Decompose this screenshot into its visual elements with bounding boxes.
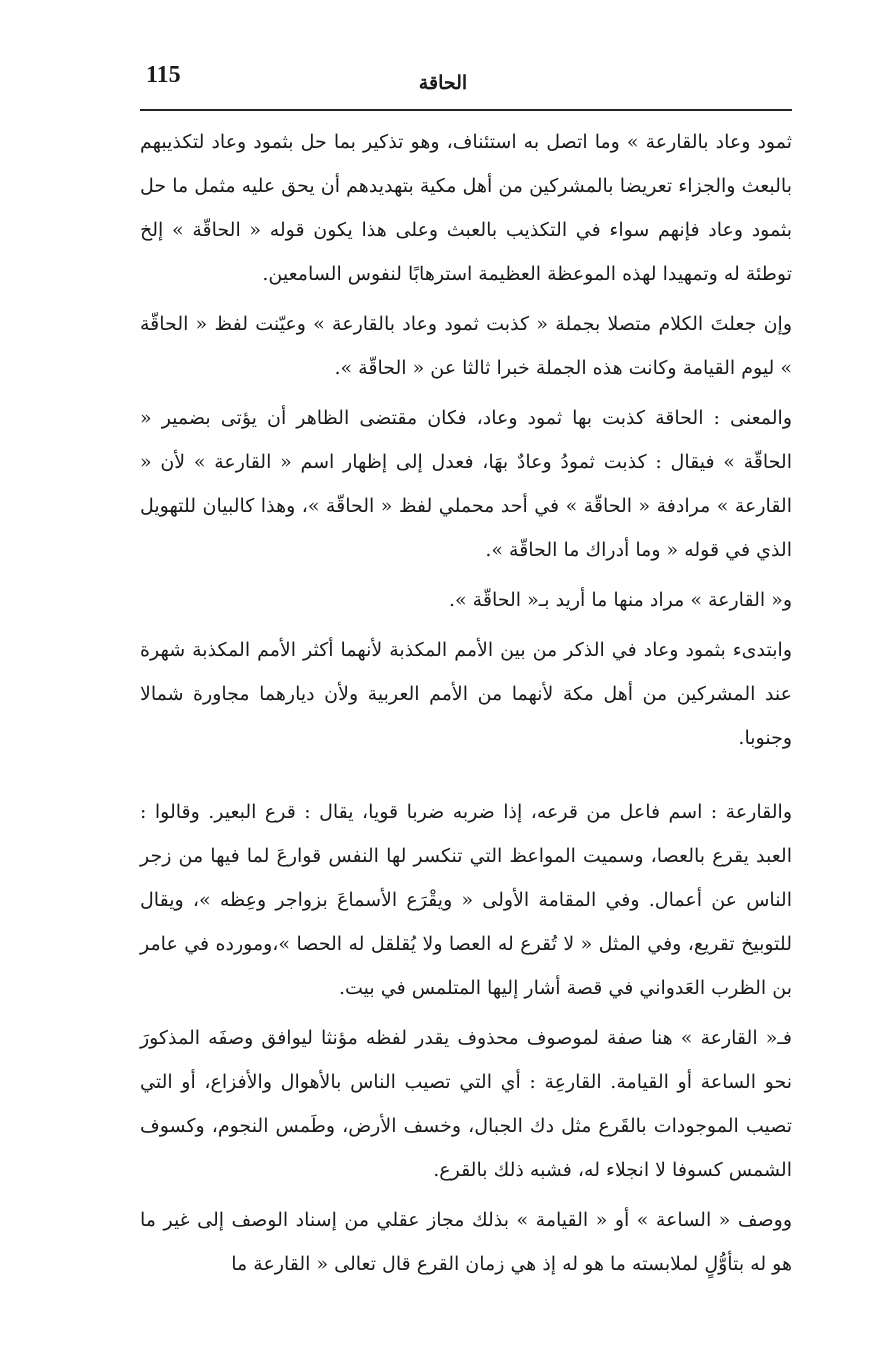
paragraph: ثمود وعاد بالقارعة » وما اتصل به استئناف، وهو تذكير بما حل بثمود وعاد لتكذيبهم بالبعث والجزاء تعريضا بالمشركين من أهل مكية بتهديدهم أن يحق عليه مثمل ما حل بثمود وعاد فإنهم سواء في التكذيب بالعبث وعلى هذا يكون قوله « الحاقّة » إلخ توطئة له وتمهيدا لهذه الموعظة العظيمة استرهابًا لنفوس السامعين. (140, 131, 792, 285)
header-rule (140, 109, 792, 111)
paragraph: فـ« القارعة » هنا صفة لموصوف محذوف يقدر لفظه مؤنثا ليوافق وصفَه المذكورَ نحو الساعة أو القيامة. القارعِة : أي التي تصيب الناس بالأهوال والأفزاع، أو التي تصيب الموجودات بالقَرع مثل دك الجبال، وخسف الأرض، وطَمس النجوم، وكسوف الشمس كسوفا لا انجلاء له، فشبه ذلك بالقرع. (140, 1027, 792, 1181)
paragraph: و« القارعة » مراد منها ما أريد بـ« الحاقّة ». (448, 589, 792, 611)
paragraph: ووصف « الساعة » أو « القيامة » بذلك مجاز عقلي من إسناد الوصف إلى غير ما هو له بتأوُّلٍ لملابسته ما هو له إذ هي زمان القرع قال تعالى « القارعة ما (140, 1209, 792, 1275)
paragraph: وإن جعلتَ الكلام متصلا بجملة « كذبت ثمود وعاد بالقارعة » وعيّنت لفظ « الحاقّة » ليوم القيامة وكانت هذه الجملة خبرا ثالثا عن « الحاقّة ». (140, 313, 792, 379)
paragraph: وابتدىء بثمود وعاد في الذكر من بين الأمم المكذبة لأنهما أكثر الأمم المكذبة شهرة عند المشركين من أهل مكة لأنهما من الأمم العربية ولأن ديارهما مجاورة شمالا وجنوبا. (140, 639, 792, 749)
page-body (140, 120, 792, 1286)
paragraph: والمعنى : الحاقة كذبت بها ثمود وعاد، فكان مقتضى الظاهر أن يؤتى بضمير « الحاقّة » فيقال : كذبت ثمودُ وعادٌ بهَا، فعدل إلى إظهار اسم « القارعة » لأن « القارعة » مرادفة « الحاقّة » في أحد محملي لفظ « الحاقّة »، وهذا كالبيان للتهويل الذي في قوله « وما أدراك ما الحاقّة ». (140, 407, 792, 561)
page-number: 115 (146, 62, 181, 88)
running-title: الحاقة (418, 72, 468, 94)
paragraph: والقارعة : اسم فاعل من قرعه، إذا ضربه ضربا قويا، يقال : قرع البعير. وقالوا : العبد يقرع بالعصا، وسميت المواعظ التي تنكسر لها النفس قوارعَ لما فيها من زجر الناس عن أعمال. وفي المقامة الأولى « ويقْرَع الأسماعَ بزواجر وعِظه »، ويقال للتوبيخ تقريع، وفي المثل « لا تُقرع له العصا ولا يُقلقل له الحصا »،ومورده في عامر بن الظرب العَدواني في قصة أشار إليها المتلمس في بيت. (140, 801, 792, 999)
